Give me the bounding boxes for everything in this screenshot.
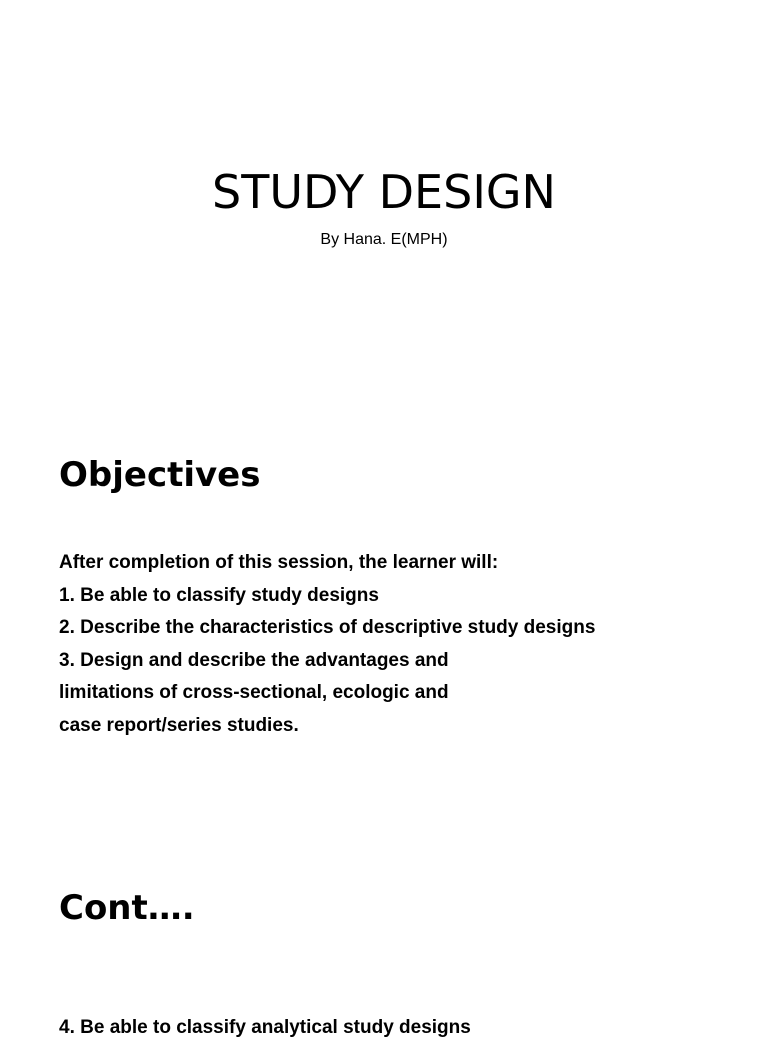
cont-partial-line: 4. Be able to classify analytical study designs [59,1017,471,1038]
objectives-heading: Objectives [59,455,261,495]
cont-heading: Cont…. [59,888,195,928]
objective-item-2: 2. Describe the characteristics of descriptive study designs [59,617,596,638]
objective-item-3-cont-a: limitations of cross-sectional, ecologic and [59,682,449,703]
objective-item-1: 1. Be able to classify study designs [59,584,379,606]
objective-item-3-cont-b: case report/series studies. [59,714,299,736]
objectives-intro-line: After completion of this session, the learner will: [59,552,499,573]
author-subtitle: By Hana. E(MPH) [320,231,448,248]
objectives-list [59,547,699,742]
page-title: STUDY DESIGN [212,165,556,219]
objective-item-3: 3. Design and describe the advantages and [59,649,449,671]
